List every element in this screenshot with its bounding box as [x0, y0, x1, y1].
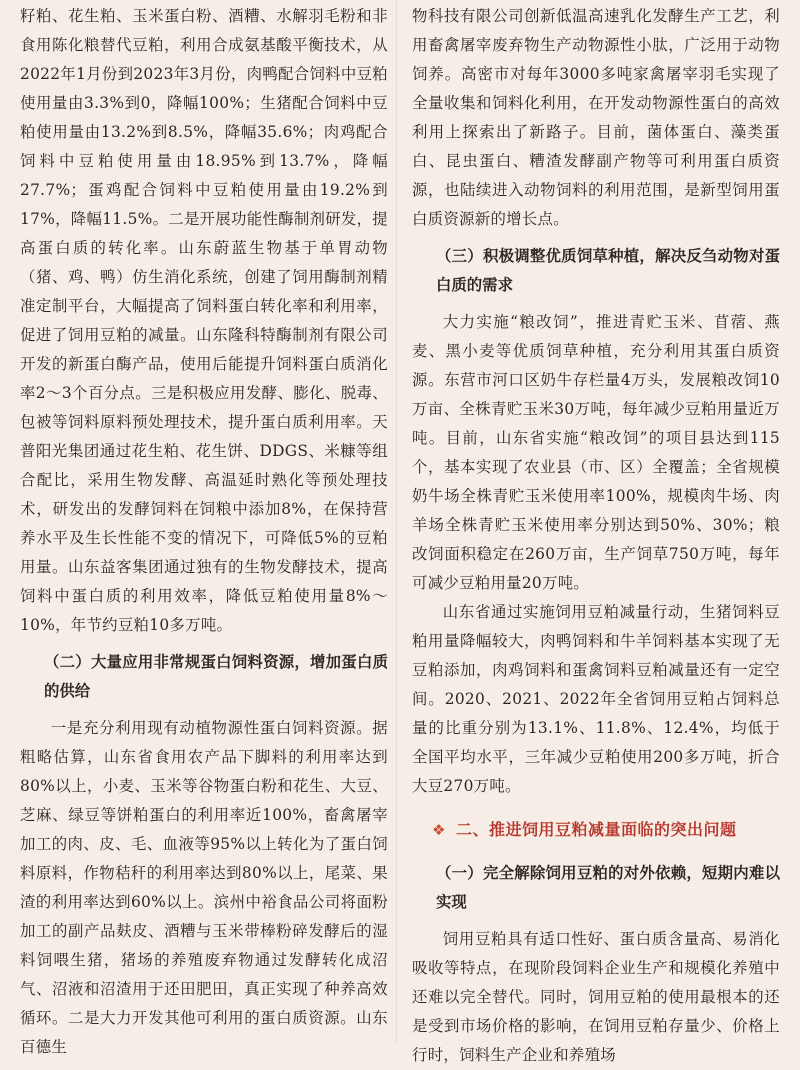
paragraph: 山东省通过实施饲用豆粕减量行动，生猪饲料豆粕用量降幅较大，肉鸭饲料和牛羊饲料基本实现了无豆粕添加，肉鸡饲料和蛋禽饲料豆粕减量还有一定空间。2020、2021、2022年全省饲用豆粕占饲料总量的比重分别为13.1%、11.8%、12.4%，均低于全国平均水平，三年减少豆粕使用200多万吨，折合大豆270万吨。 — [412, 603, 780, 795]
section-title — [412, 815, 780, 845]
subsection-heading: （三）积极调整优质饲草种植，解决反刍动物对蛋白质的需求 — [436, 247, 780, 294]
section-title-text: 二、推进饲用豆粕减量面临的突出问题 — [455, 820, 737, 839]
paragraph: 大力实施“粮改饲”，推进青贮玉米、苜蓿、燕麦、黑小麦等优质饲草种植，充分利用其蛋白质资源。东营市河口区奶牛存栏量4万头，发展粮改饲10万亩、全株青贮玉米30万吨，每年减少豆粕用量近万吨。目前，山东省实施“粮改饲”的项目县达到115个，基本实现了农业县（市、区）全覆盖；全省规模奶牛场全株青贮玉米使用率100%，规模肉牛场、肉羊场全株青贮玉米使用率分别达到50%、30%；粮改饲面积稳定在260万亩，生产饲草750万吨，每年可减少豆粕用量20万吨。 — [412, 313, 780, 592]
paragraph: 籽粕、花生粕、玉米蛋白粉、酒糟、水解羽毛粉和非食用陈化粮替代豆粕，利用合成氨基酸平衡技术，从2022年1月份到2023年3月份，肉鸭配合饲料中豆粕使用量由3.3%到0，降幅100%；生猪配合饲料中豆粕使用量由13.2%到8.5%，降幅35.6%；肉鸡配合饲料中豆粕使用量由18.95%到13.7%，降幅27.7%；蛋鸡配合饲料中豆粕使用量由19.2%到17%，降幅11.5%。二是开展功能性酶制剂研发，提高蛋白质的转化率。山东蔚蓝生物基于单胃动物（猪、鸡、鸭）仿生消化系统，创建了饲用酶制剂精准定制平台，大幅提高了饲料蛋白转化率和利用率，促进了饲用豆粕的减量。山东隆科特酶制剂有限公司开发的新蛋白酶产品，使用后能提升饲料蛋白质消化率2～3个百分点。三是积极应用发酵、膨化、脱毒、包被等饲料原料预处理技术，提升蛋白质利用率。天普阳光集团通过花生粕、花生饼、DDGS、米糠等组合配比，采用生物发酵、高温延时熟化等预处理技术，研发出的发酵饲料在饲粮中添加8%，在保持营养水平及生长性能不变的情况下，可降低5%的豆粕用量。山东益客集团通过独有的生物发酵技术，提高饲料中蛋白质的利用效率，降低豆粕使用量8%～10%，年节约豆粕10多万吨。 — [20, 7, 388, 634]
subsection-heading: （一）完全解除饲用豆粕的对外依赖，短期内难以实现 — [436, 864, 780, 911]
right-column — [412, 2, 780, 1070]
column-divider — [396, 0, 397, 1043]
paragraph: 饲用豆粕具有适口性好、蛋白质含量高、易消化吸收等特点，在现阶段饲料企业生产和规模化养殖中还难以完全替代。同时，饲用豆粕的使用最根本的还是受到市场价格的影响，在饲用豆粕存量少、价格上行时，饲料生产企业和养殖场 — [412, 930, 780, 1064]
subsection-heading: （二）大量应用非常规蛋白饲料资源，增加蛋白质的供给 — [44, 653, 388, 700]
diamond-bullet-icon: ❖ — [432, 821, 446, 839]
paragraph: 一是充分利用现有动植物源性蛋白饲料资源。据粗略估算，山东省食用农产品下脚料的利用率达到80%以上，小麦、玉米等谷物蛋白粉和花生、大豆、芝麻、绿豆等饼粕蛋白的利用率近100%，畜禽屠宰加工的肉、皮、毛、血液等95%以上转化为了蛋白饲料原料，作物秸秆的利用率达到80%以上，尾菜、果渣的利用率达到60%以上。滨州中裕食品公司将面粉加工的副产品麸皮、酒糟与玉米带棒粉碎发酵后的湿料饲喂生猪，猪场的养殖废弃物通过发酵转化成沼气、沼液和沼渣用于还田肥田，真正实现了种养高效循环。二是大力开发其他可利用的蛋白质资源。山东百德生 — [20, 719, 388, 1056]
left-column — [20, 2, 388, 1062]
paragraph: 物科技有限公司创新低温高速乳化发酵生产工艺，利用畜禽屠宰废弃物生产动物源性小肽，广泛用于动物饲养。高密市对每年3000多吨家禽屠宰羽毛实现了全量收集和饲料化利用，在开发动物源性蛋白的高效利用上探索出了新路子。目前，菌体蛋白、藻类蛋白、昆虫蛋白、糟渣发酵副产物等可利用蛋白质资源，也陆续进入动物饲料的利用范围，是新型饲用蛋白质资源新的增长点。 — [412, 7, 780, 228]
